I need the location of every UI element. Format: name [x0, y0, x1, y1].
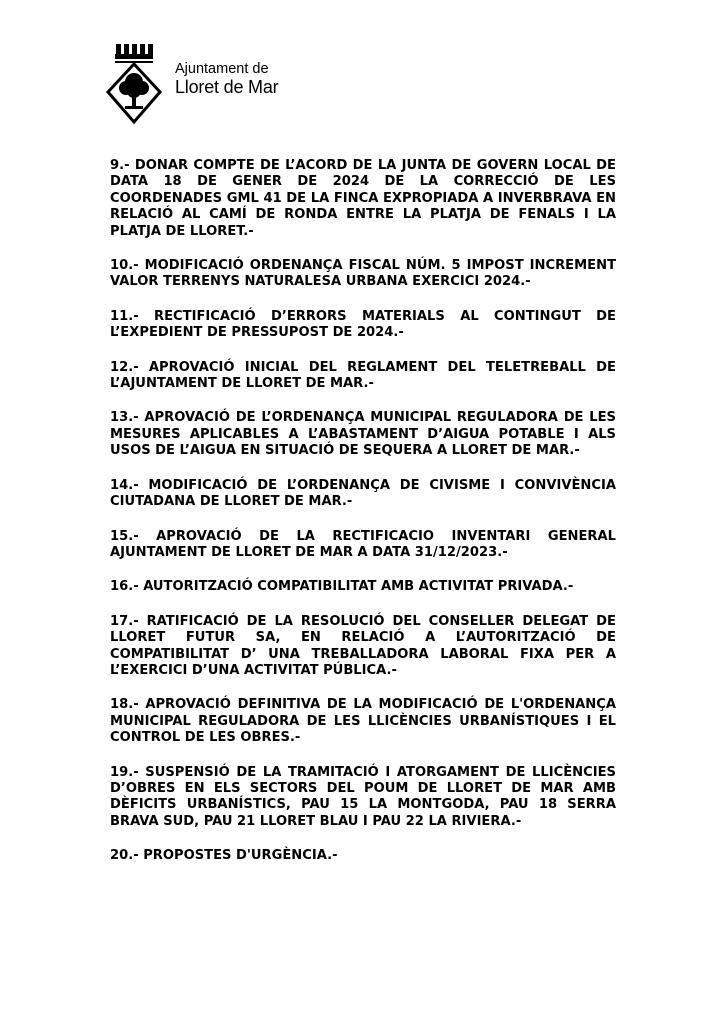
agenda-item-11: 11.- RECTIFICACIÓ D’ERRORS MATERIALS AL CONTINGUT DE L’EXPEDIENT DE PRESSUPOST DE 2024.- — [110, 308, 616, 341]
coat-of-arms-icon — [105, 42, 165, 126]
agenda-item-18: 18.- APROVACIÓ DEFINITIVA DE LA MODIFICACIÓ DE L'ORDENANÇA MUNICIPAL REGULADORA DE LES LLICÈNCIES URBANÍSTIQUES I EL CONTROL DE LES OBRES.- — [110, 697, 616, 746]
agenda-item-20: 20.- PROPOSTES D'URGÈNCIA.- — [110, 848, 338, 864]
agenda-item-9: 9.- DONAR COMPTE DE L’ACORD DE LA JUNTA DE GOVERN LOCAL DE DATA 18 DE GENER DE 2024 DE LA CORRECCIÓ DE LES COORDENADES GML 41 DE LA FINCA EXPROPIADA A INVERBRAVA EN RELACIÓ AL CAMÍ DE RONDA ENTRE LA PLATJA DE FENALS I LA PLATJA DE LLORET.- — [110, 158, 616, 239]
agenda-item-16: 16.- AUTORITZACIÓ COMPATIBILITAT AMB ACTIVITAT PRIVADA.- — [110, 579, 574, 595]
logo-wordmark — [175, 62, 278, 98]
municipal-logo — [105, 42, 285, 126]
agenda-item-13: 13.- APROVACIÓ DE L’ORDENANÇA MUNICIPAL REGULADORA DE LES MESURES APLICABLES A L’ABASTAMENT D’AIGUA POTABLE I ALS USOS DE L’AIGUA EN SITUACIÓ DE SEQUERA A LLORET DE MAR.- — [110, 410, 616, 459]
agenda-item-17: 17.- RATIFICACIÓ DE LA RESOLUCIÓ DEL CONSELLER DELEGAT DE LLORET FUTUR SA, EN RELACIÓ A L’AUTORITZACIÓ DE COMPATIBILITAT D’ UNA TREBALLADORA LABORAL FIXA PER A L’EXERCICI D’UNA ACTIVITAT PÚBLICA.- — [110, 613, 616, 678]
logo-line1: Ajuntament de — [175, 61, 269, 77]
agenda-item-10: 10.- MODIFICACIÓ ORDENANÇA FISCAL NÚM. 5 IMPOST INCREMENT VALOR TERRENYS NATURALESA URBANA EXERCICI 2024.- — [110, 258, 616, 290]
agenda-item-15: 15.- APROVACIÓ DE LA RECTIFICACIO INVENTARI GENERAL AJUNTAMENT DE LLORET DE MAR A DATA 31/12/2023.- — [110, 528, 616, 560]
agenda-item-12: 12.- APROVACIÓ INICIAL DEL REGLAMENT DEL TELETREBALL DE L’AJUNTAMENT DE LLORET DE MAR.- — [110, 359, 616, 392]
agenda-item-14: 14.- MODIFICACIÓ DE L’ORDENANÇA DE CIVISME I CONVIVÈNCIA CIUTADANA DE LLORET DE MAR.- — [110, 477, 616, 510]
agenda-item-19: 19.- SUSPENSIÓ DE LA TRAMITACIÓ I ATORGAMENT DE LLICÈNCIES D’OBRES EN ELS SECTORS DEL POUM DE LLORET DE MAR AMB DÈFICITS URBANÍSTICS, PAU 15 LA MONTGODA, PAU 18 SERRA BRAVA SUD, PAU 21 LLORET BLAU I PAU 22 LA RIVIERA.- — [110, 764, 616, 829]
agenda-list — [110, 158, 616, 883]
logo-line2: Lloret de Mar — [175, 76, 279, 97]
